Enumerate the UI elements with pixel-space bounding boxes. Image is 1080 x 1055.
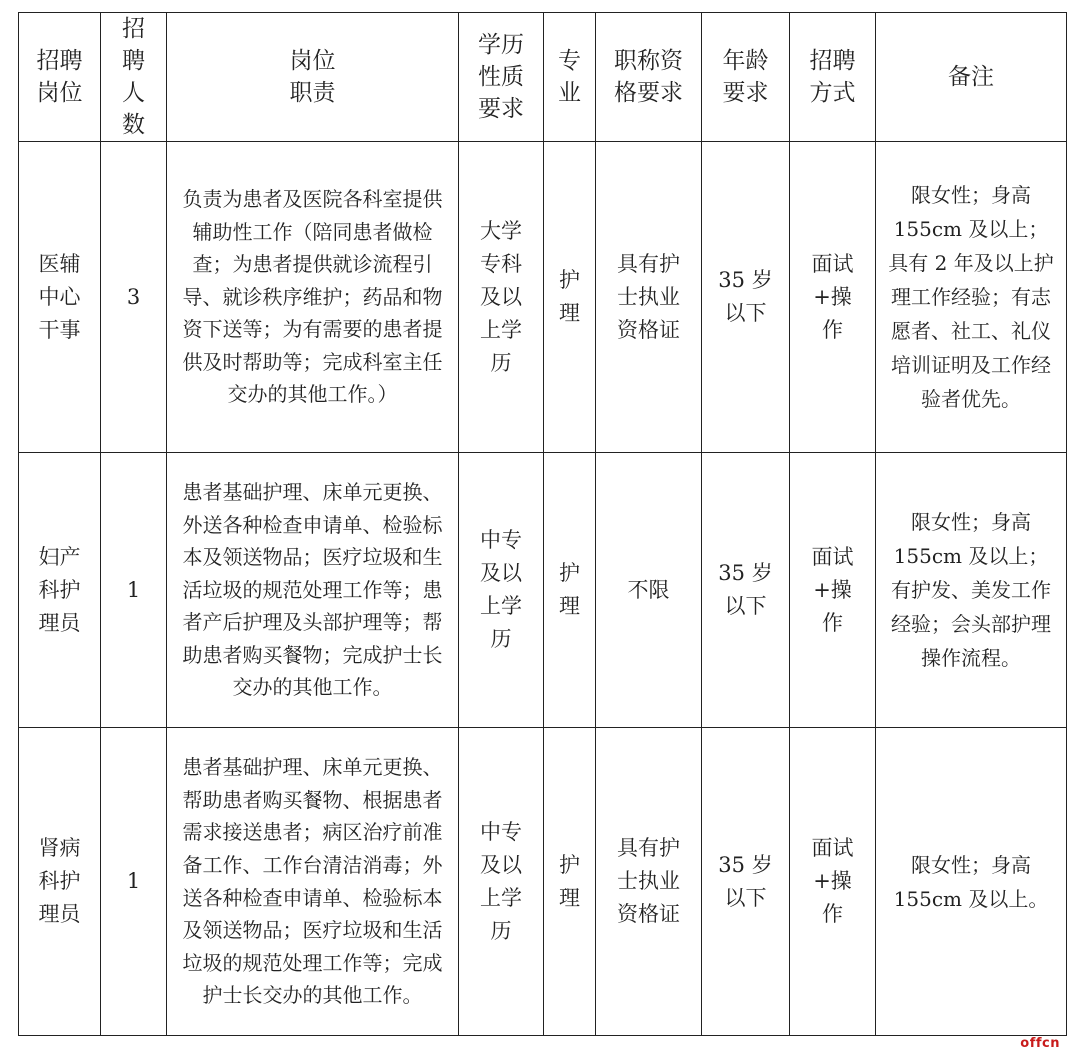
cell-major: 护 理 xyxy=(544,453,596,728)
cell-method: 面试 +操 作 xyxy=(790,728,876,1036)
cell-count: 3 xyxy=(101,142,167,453)
cell-title-qualification: 不限 xyxy=(596,453,702,728)
header-title-qualification: 职称资 格要求 xyxy=(596,13,702,142)
cell-count: 1 xyxy=(101,453,167,728)
cell-remark: 限女性；身高155cm 及以上；具有 2 年及以上护理工作经验；有志愿者、社工、礼仪培训证明及工作经验者优先。 xyxy=(876,142,1067,453)
header-duty: 岗位 职责 xyxy=(167,13,459,142)
cell-duty: 负责为患者及医院各科室提供辅助性工作（陪同患者做检查；为患者提供就诊流程引导、就诊秩序维护；药品和物资下送等；为有需要的患者提供及时帮助等；完成科室主任交办的其他工作。） xyxy=(167,142,459,453)
cell-age: 35 岁 以下 xyxy=(702,142,790,453)
header-method: 招聘 方式 xyxy=(790,13,876,142)
table-row xyxy=(19,453,1067,728)
cell-remark: 限女性；身高155cm 及以上。 xyxy=(876,728,1067,1036)
cell-method: 面试 +操 作 xyxy=(790,142,876,453)
cell-remark: 限女性；身高155cm 及以上；有护发、美发工作经验；会头部护理操作流程。 xyxy=(876,453,1067,728)
watermark-logo: offcn xyxy=(1020,1036,1060,1051)
header-row xyxy=(19,13,1067,142)
cell-major: 护 理 xyxy=(544,142,596,453)
cell-education: 中专 及以 上学 历 xyxy=(459,453,544,728)
cell-age: 35 岁 以下 xyxy=(702,728,790,1036)
header-count: 招 聘 人 数 xyxy=(101,13,167,142)
cell-major: 护 理 xyxy=(544,728,596,1036)
cell-count: 1 xyxy=(101,728,167,1036)
cell-education: 大学 专科 及以 上学 历 xyxy=(459,142,544,453)
header-position: 招聘 岗位 xyxy=(19,13,101,142)
cell-education: 中专 及以 上学 历 xyxy=(459,728,544,1036)
cell-position: 医辅 中心 干事 xyxy=(19,142,101,453)
cell-method: 面试 +操 作 xyxy=(790,453,876,728)
header-age: 年龄 要求 xyxy=(702,13,790,142)
cell-position: 妇产 科护 理员 xyxy=(19,453,101,728)
cell-position: 肾病 科护 理员 xyxy=(19,728,101,1036)
recruitment-table xyxy=(18,12,1067,1036)
cell-duty: 患者基础护理、床单元更换、外送各种检查申请单、检验标本及领送物品；医疗垃圾和生活垃圾的规范处理工作等；患者产后护理及头部护理等；帮助患者购买餐物；完成护士长交办的其他工作。 xyxy=(167,453,459,728)
header-education: 学历 性质 要求 xyxy=(459,13,544,142)
cell-duty: 患者基础护理、床单元更换、帮助患者购买餐物、根据患者需求接送患者；病区治疗前准备工作、工作台清洁消毒；外送各种检查申请单、检验标本及领送物品；医疗垃圾和生活垃圾的规范处理工作等；完成护士长交办的其他工作。 xyxy=(167,728,459,1036)
header-major: 专 业 xyxy=(544,13,596,142)
table-row xyxy=(19,142,1067,453)
table-row xyxy=(19,728,1067,1036)
header-remark: 备注 xyxy=(876,13,1067,142)
cell-title-qualification: 具有护 士执业 资格证 xyxy=(596,142,702,453)
cell-title-qualification: 具有护 士执业 资格证 xyxy=(596,728,702,1036)
cell-age: 35 岁 以下 xyxy=(702,453,790,728)
